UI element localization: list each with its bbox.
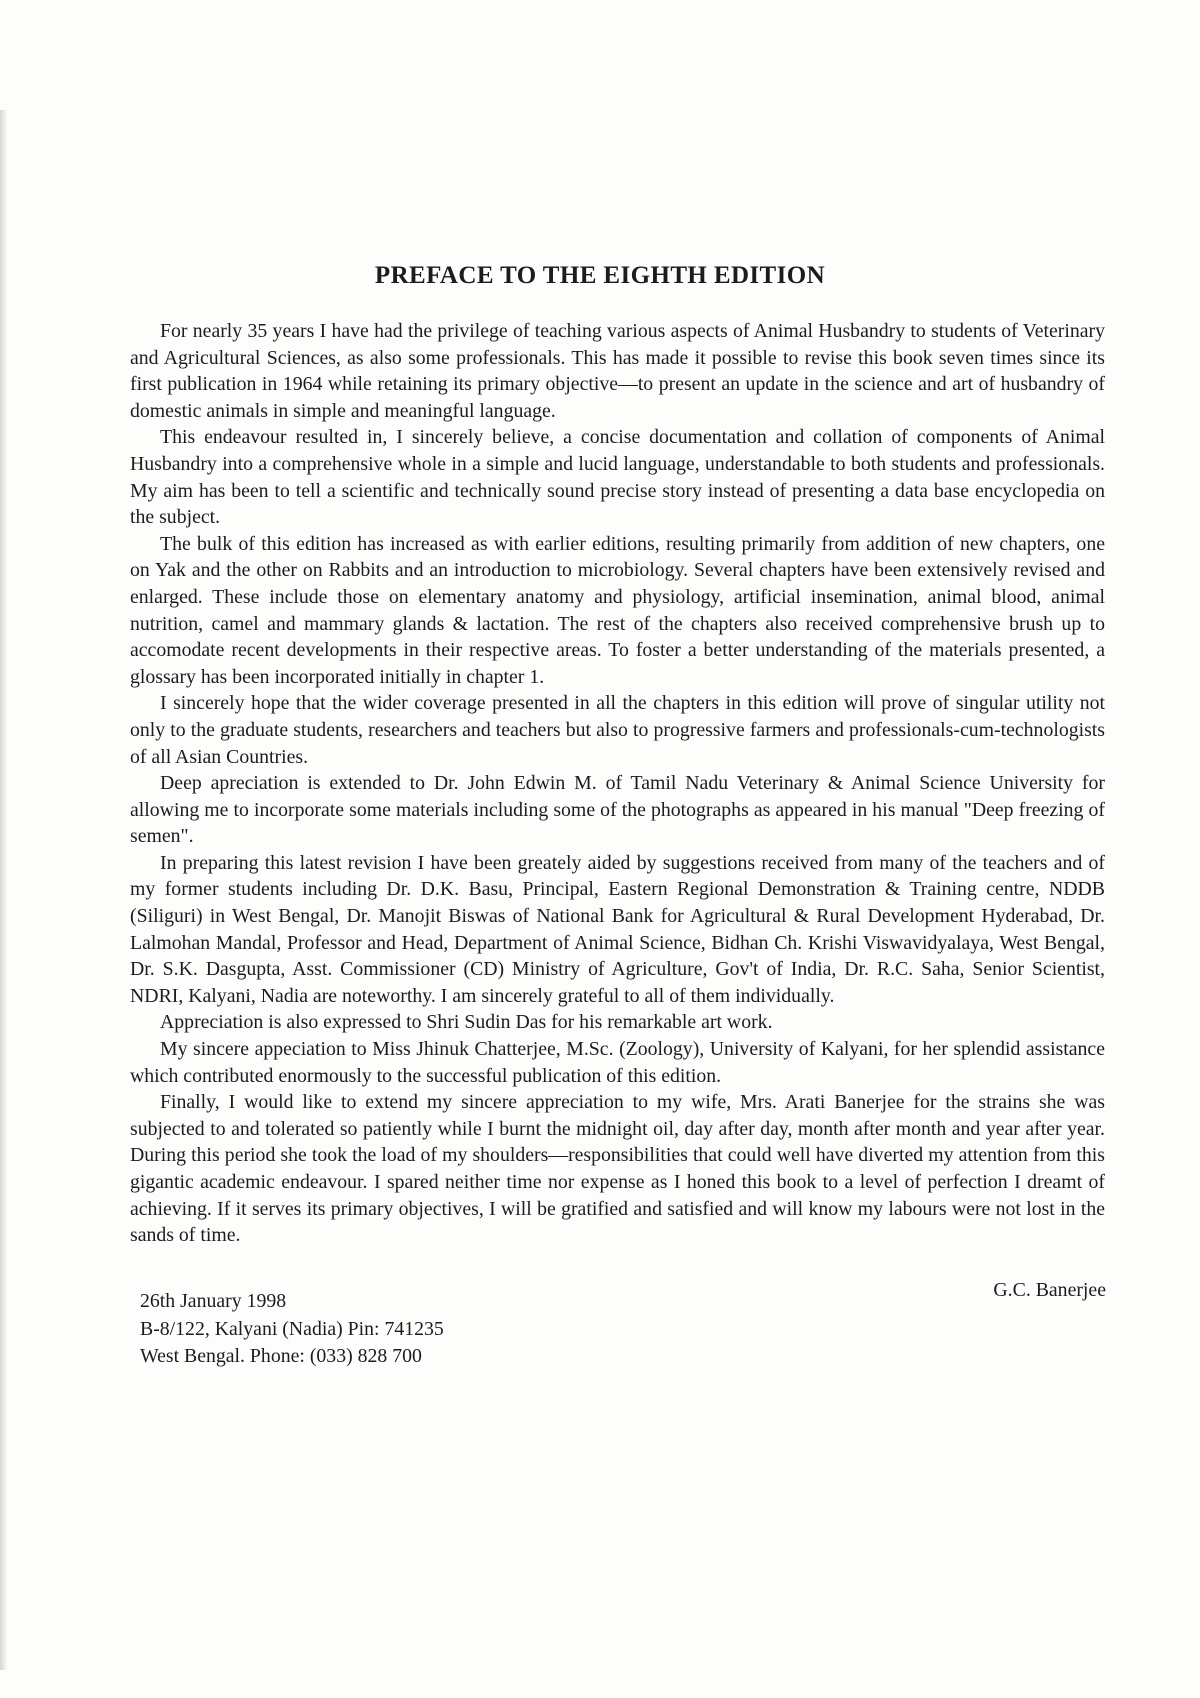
preface-body	[130, 318, 1105, 1249]
paragraph: My sincere appeciation to Miss Jhinuk Chatterjee, M.Sc. (Zoology), University of Kalyani, for her splendid assistance which contributed enormously to the successful publication of this edition.	[130, 1038, 1105, 1087]
date-line: 26th January 1998	[140, 1290, 287, 1312]
page-title: PREFACE TO THE EIGHTH EDITION	[374, 262, 826, 289]
address-line: B-8/122, Kalyani (Nadia) Pin: 741235	[140, 1317, 444, 1340]
paragraph: Appreciation is also expressed to Shri Sudin Das for his remarkable art work.	[160, 1011, 773, 1034]
page-edge-shadow	[0, 110, 8, 1670]
signature: G.C. Banerjee	[993, 1279, 1106, 1301]
paragraph: I sincerely hope that the wider coverage presented in all the chapters in this edition will prove of singular utility not only to the graduate students, researchers and teachers but also to progressive farmers and professionals-cum-technologists of all Asian Countries.	[130, 692, 1105, 768]
address-block	[140, 1288, 444, 1371]
paragraph: The bulk of this edition has increased as with earlier editions, resulting primarily from addition of new chapters, one on Yak and the other on Rabbits and an introduction to microbiology. Several chapters have been extensively revised and enlarged. These include those on elementary anatomy and physiology, artificial insemination, animal blood, animal nutrition, camel and mammary glands & lactation. The rest of the chapters also received comprehensive brush up to accomodate recent developments in their respective areas. To foster a better understanding of the materials presented, a glossary has been incorporated initially in chapter 1.	[130, 532, 1105, 688]
paragraph: This endeavour resulted in, I sincerely believe, a concise documentation and collation of components of Animal Husbandry into a comprehensive whole in a simple and lucid language, understandable to both students and professionals. My aim has been to tell a scientific and technically sound precise story instead of presenting a data base encyclopedia on the subject.	[130, 426, 1105, 529]
address-line: West Bengal. Phone: (033) 828 700	[140, 1345, 422, 1367]
paragraph: In preparing this latest revision I have been greately aided by suggestions received from many of the teachers and of my former students including Dr. D.K. Basu, Principal, Eastern Regional Demonstration & Training centre, NDDB (Siliguri) in West Bengal, Dr. Manojit Biswas of National Bank for Agricultural & Rural Development Hyderabad, Dr. Lalmohan Mandal, Professor and Head, Department of Animal Science, Bidhan Ch. Krishi Viswavidyalaya, West Bengal, Dr. S.K. Dasgupta, Asst. Commissioner (CD) Ministry of Agriculture, Gov't of India, Dr. R.C. Saha, Senior Scientist, NDRI, Kalyani, Nadia are noteworthy. I am sincerely grateful to all of them individually.	[130, 851, 1105, 1007]
paragraph: Deep apreciation is extended to Dr. John Edwin M. of Tamil Nadu Veterinary & Animal Science University for allowing me to incorporate some materials including some of the photographs as appeared in his manual "Deep freezing of semen".	[130, 772, 1105, 848]
paragraph: Finally, I would like to extend my sincere appreciation to my wife, Mrs. Arati Banerjee for the strains she was subjected to and tolerated so patiently while I burnt the midnight oil, day after day, month after month and year after year. During this period she took the load of my shoulders—responsibilities that could well have diverted my attention from this gigantic academic endeavour. I spared neither time nor expense as I honed this book to a level of perfection I dreamt of achieving. If it serves its primary objectives, I will be gratified and satisfied and will know my labours were not lost in the sands of time.	[130, 1091, 1105, 1247]
paragraph: For nearly 35 years I have had the privilege of teaching various aspects of Animal Husbandry to students of Veterinary and Agricultural Sciences, as also some professionals. This has made it possible to revise this book seven times since its first publication in 1964 while retaining its primary objective—to present an update in the science and art of husbandry of domestic animals in simple and meaningful language.	[130, 320, 1105, 422]
